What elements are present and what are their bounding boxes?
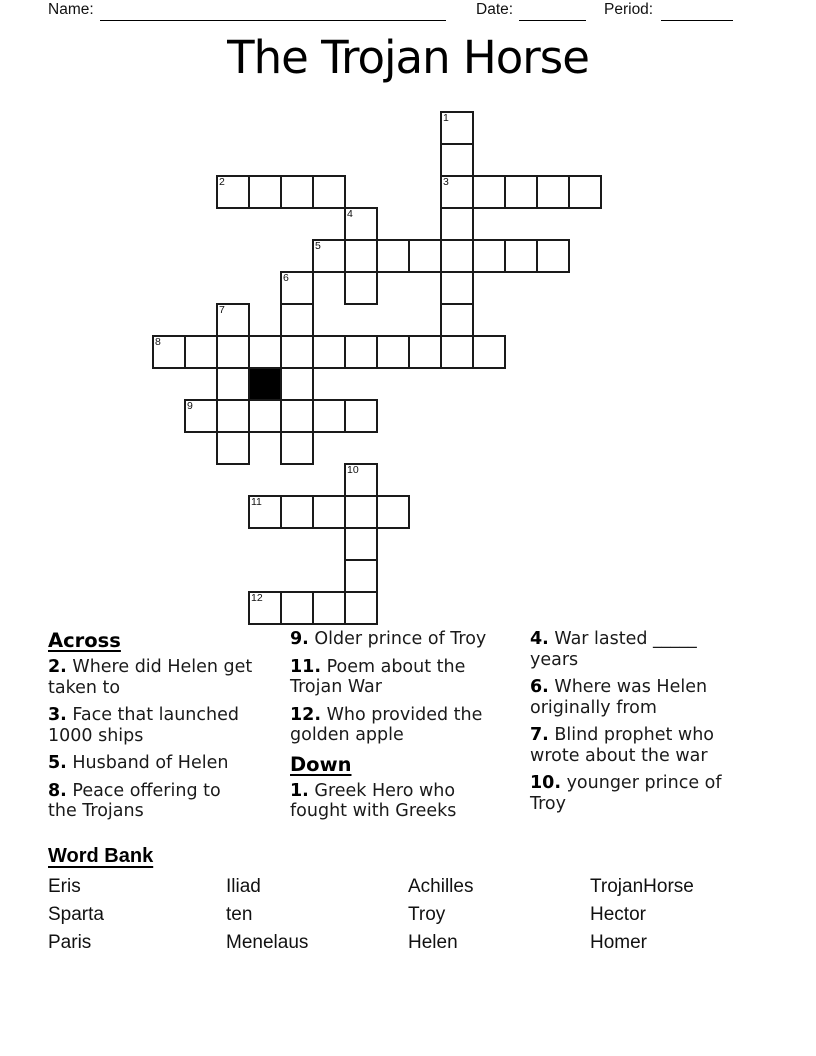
clue-item: 2. Where did Helen get taken to [48, 657, 253, 698]
answer-cell [536, 175, 570, 209]
answer-cell [440, 207, 474, 241]
answer-cell [248, 335, 282, 369]
clue-number: 1. [290, 780, 309, 801]
cell-number-label: 12 [251, 592, 263, 604]
answer-cell [344, 239, 378, 273]
answer-cell [216, 367, 250, 401]
answer-cell [504, 239, 538, 273]
answer-cell [344, 207, 378, 241]
word-bank-column [590, 873, 694, 957]
answer-cell [216, 431, 250, 465]
clue-item: 11. Poem about the Trojan War [290, 656, 466, 697]
word-bank-column [48, 873, 104, 957]
period-blank-line [661, 20, 733, 21]
word-bank [48, 844, 788, 964]
clue-number: 2. [48, 657, 67, 677]
word-bank-word: Homer [590, 932, 648, 953]
answer-cell [440, 111, 474, 145]
word-bank-word: Eris [48, 876, 81, 897]
clues-column-3 [530, 629, 750, 821]
answer-cell [376, 335, 410, 369]
answer-cell [280, 495, 314, 529]
down-clues-list [290, 781, 506, 822]
answer-cell [312, 335, 346, 369]
answer-cell [376, 239, 410, 273]
answer-cell [536, 239, 570, 273]
clues-column-1 [48, 629, 253, 829]
clue-item: 10. younger prince of Troy [530, 773, 722, 814]
answer-cell [248, 591, 282, 625]
clue-item: 12. Who provided the golden apple [290, 704, 483, 745]
answer-cell [312, 239, 346, 273]
cell-number-label: 8 [155, 336, 161, 348]
word-bank-word: Menelaus [226, 932, 309, 953]
crossword-grid [152, 111, 604, 627]
clue-item: 6. Where was Helen originally from [530, 677, 708, 718]
answer-cell [312, 495, 346, 529]
answer-cell [216, 303, 250, 337]
answer-cell [216, 175, 250, 209]
answer-cell [344, 399, 378, 433]
clue-item: 9. Older prince of Troy [290, 629, 487, 649]
answer-cell [440, 271, 474, 305]
clue-number: 6. [530, 677, 549, 697]
name-label: Name: [48, 1, 94, 18]
answer-cell [344, 271, 378, 305]
date-blank-line [519, 20, 586, 21]
word-bank-column [226, 873, 308, 957]
answer-cell [472, 175, 506, 209]
word-bank-word: Achilles [408, 876, 474, 897]
across-heading: Across [48, 629, 121, 652]
clue-number: 11. [290, 656, 322, 677]
answer-cell [344, 559, 378, 593]
word-bank-word: TrojanHorse [590, 876, 694, 897]
cell-number-label: 9 [187, 400, 193, 412]
answer-cell [184, 335, 218, 369]
word-bank-word: Troy [408, 904, 446, 925]
cell-number-label: 6 [283, 272, 289, 284]
clue-item: 5. Husband of Helen [48, 753, 229, 773]
answer-cell [280, 175, 314, 209]
answer-cell [376, 495, 410, 529]
answer-cell [248, 175, 282, 209]
answer-cell [216, 335, 250, 369]
answer-cell [312, 591, 346, 625]
cell-number-label: 3 [443, 176, 449, 188]
date-label: Date: [476, 1, 514, 18]
answer-cell [280, 335, 314, 369]
blocked-cell [248, 367, 282, 401]
cell-number-label: 10 [347, 464, 359, 476]
cell-number-label: 1 [443, 112, 449, 124]
answer-cell [248, 495, 282, 529]
answer-cell [344, 591, 378, 625]
clue-number: 12. [290, 704, 322, 725]
across-clues-list-continued [290, 629, 506, 746]
answer-cell [152, 335, 186, 369]
answer-cell [280, 367, 314, 401]
cell-number-label: 11 [251, 496, 262, 508]
clue-number: 8. [48, 780, 67, 801]
clue-item: 7. Blind prophet who wrote about the war [530, 725, 715, 766]
answer-cell [344, 335, 378, 369]
cell-number-label: 4 [347, 208, 353, 220]
answer-cell [568, 175, 602, 209]
answer-cell [440, 175, 474, 209]
answer-cell [312, 399, 346, 433]
answer-cell [440, 303, 474, 337]
answer-cell [440, 335, 474, 369]
answer-cell [312, 175, 346, 209]
clue-item: 4. War lasted _____ years [530, 629, 697, 670]
clue-number: 9. [290, 629, 309, 649]
answer-cell [184, 399, 218, 433]
page-title: The Trojan Horse [227, 31, 589, 84]
word-bank-word: Sparta [48, 904, 104, 925]
clue-number: 7. [530, 725, 549, 745]
answer-cell [344, 463, 378, 497]
answer-cell [280, 591, 314, 625]
name-blank-line [100, 20, 446, 21]
clue-number: 3. [48, 705, 67, 725]
down-heading: Down [290, 752, 352, 776]
answer-cell [280, 399, 314, 433]
answer-cell [440, 239, 474, 273]
cell-number-label: 7 [219, 304, 225, 316]
clue-number: 10. [530, 773, 562, 793]
word-bank-word: Helen [408, 932, 458, 953]
word-bank-word: Iliad [226, 876, 261, 897]
answer-cell [280, 303, 314, 337]
cell-number-label: 2 [219, 176, 225, 188]
answer-cell [472, 335, 506, 369]
cell-number-label: 5 [315, 240, 321, 252]
clues-column-2 [290, 629, 506, 829]
clue-item: 8. Peace offering to the Trojans [48, 780, 221, 821]
answer-cell [280, 271, 314, 305]
answer-cell [216, 399, 250, 433]
across-clues-list [48, 657, 253, 822]
word-bank-word: Hector [590, 904, 646, 925]
word-bank-column [408, 873, 473, 957]
answer-cell [344, 527, 378, 561]
word-bank-heading: Word Bank [48, 845, 154, 867]
answer-cell [248, 399, 282, 433]
clue-item: 3. Face that launched 1000 ships [48, 705, 239, 746]
answer-cell [344, 495, 378, 529]
answer-cell [504, 175, 538, 209]
answer-cell [472, 239, 506, 273]
answer-cell [440, 143, 474, 177]
period-label: Period: [604, 1, 654, 18]
clue-number: 5. [48, 753, 67, 773]
clue-item: 1. Greek Hero who fought with Greeks [290, 780, 457, 821]
clue-number: 4. [530, 629, 549, 649]
answer-cell [408, 335, 442, 369]
down-clues-list-continued [530, 629, 750, 814]
answer-cell [408, 239, 442, 273]
word-bank-word: ten [226, 904, 253, 925]
word-bank-word: Paris [48, 932, 92, 953]
answer-cell [280, 431, 314, 465]
